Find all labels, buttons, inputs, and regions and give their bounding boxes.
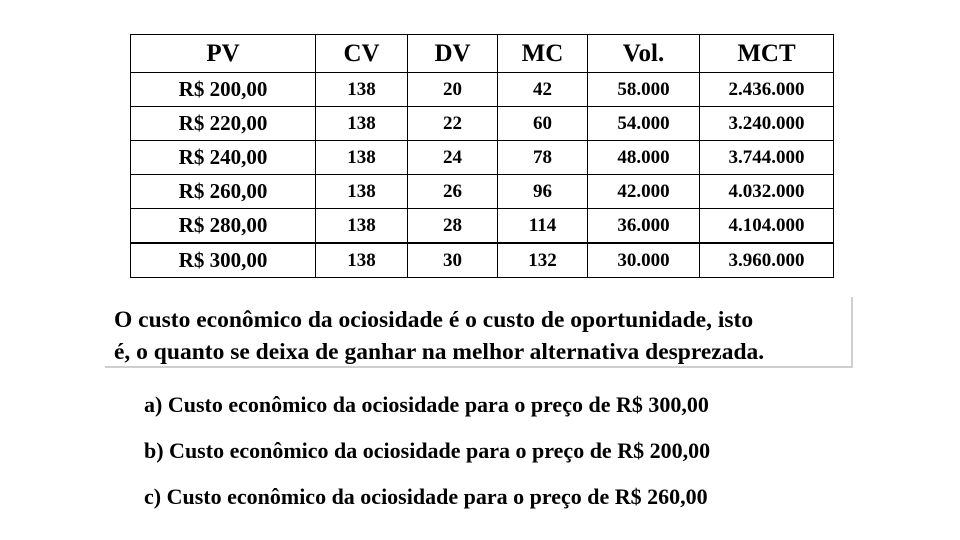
table-cell-cv: 138	[316, 73, 408, 107]
question-c: c) Custo econômico da ociosidade para o preço de R$ 260,00	[144, 484, 708, 509]
header-mc: MC	[498, 35, 588, 73]
table-row	[131, 73, 834, 107]
table-cell-mct: 3.960.000	[700, 243, 834, 278]
table-cell-cv: 138	[316, 243, 408, 278]
table-row	[131, 107, 834, 141]
table-header-row	[131, 35, 834, 73]
table-cell-vol: 54.000	[588, 107, 700, 141]
header-dv: DV	[408, 35, 498, 73]
question-list	[144, 390, 710, 528]
table-cell-vol: 36.000	[588, 209, 700, 244]
table-cell-pv: R$ 260,00	[131, 175, 316, 209]
table-cell-mc: 132	[498, 243, 588, 278]
table-cell-vol: 58.000	[588, 73, 700, 107]
table-cell-dv: 28	[408, 209, 498, 244]
question-a: a) Custo econômico da ociosidade para o preço de R$ 300,00	[144, 392, 709, 417]
header-cv: CV	[316, 35, 408, 73]
header-pv: PV	[131, 35, 316, 73]
table-cell-mct: 3.744.000	[700, 141, 834, 175]
table-cell-vol: 42.000	[588, 175, 700, 209]
definition-line: é, o quanto se deixa de ganhar na melhor alternativa desprezada.	[114, 339, 765, 365]
table-row	[131, 209, 834, 244]
table-cell-cv: 138	[316, 141, 408, 175]
table-cell-mc: 78	[498, 141, 588, 175]
table-cell-pv: R$ 200,00	[131, 73, 316, 107]
question-b: b) Custo econômico da ociosidade para o preço de R$ 200,00	[144, 438, 711, 463]
table-cell-mct: 3.240.000	[700, 107, 834, 141]
table-cell-mct: 4.104.000	[700, 209, 834, 244]
table-cell-mct: 4.032.000	[700, 175, 834, 209]
table-cell-cv: 138	[316, 107, 408, 141]
table-cell-vol: 30.000	[588, 243, 700, 278]
table-cell-pv: R$ 280,00	[131, 209, 316, 244]
price-table	[130, 34, 834, 278]
header-vol: Vol.	[588, 35, 700, 73]
table-cell-cv: 138	[316, 175, 408, 209]
table-row	[131, 243, 834, 278]
table-cell-dv: 22	[408, 107, 498, 141]
definition-line: O custo econômico da ociosidade é o custo de oportunidade, isto	[114, 307, 754, 333]
table-row	[131, 141, 834, 175]
table-row	[131, 175, 834, 209]
table-cell-mc: 60	[498, 107, 588, 141]
table-cell-dv: 24	[408, 141, 498, 175]
definition-box	[105, 297, 853, 368]
table-cell-vol: 48.000	[588, 141, 700, 175]
header-mct: MCT	[700, 35, 834, 73]
table-cell-dv: 30	[408, 243, 498, 278]
table-cell-dv: 20	[408, 73, 498, 107]
table-cell-pv: R$ 240,00	[131, 141, 316, 175]
table-cell-mc: 96	[498, 175, 588, 209]
table-cell-dv: 26	[408, 175, 498, 209]
table-cell-mct: 2.436.000	[700, 73, 834, 107]
table-cell-cv: 138	[316, 209, 408, 244]
table-cell-pv: R$ 300,00	[131, 243, 316, 278]
table-cell-mc: 114	[498, 209, 588, 244]
table-cell-mc: 42	[498, 73, 588, 107]
table-cell-pv: R$ 220,00	[131, 107, 316, 141]
